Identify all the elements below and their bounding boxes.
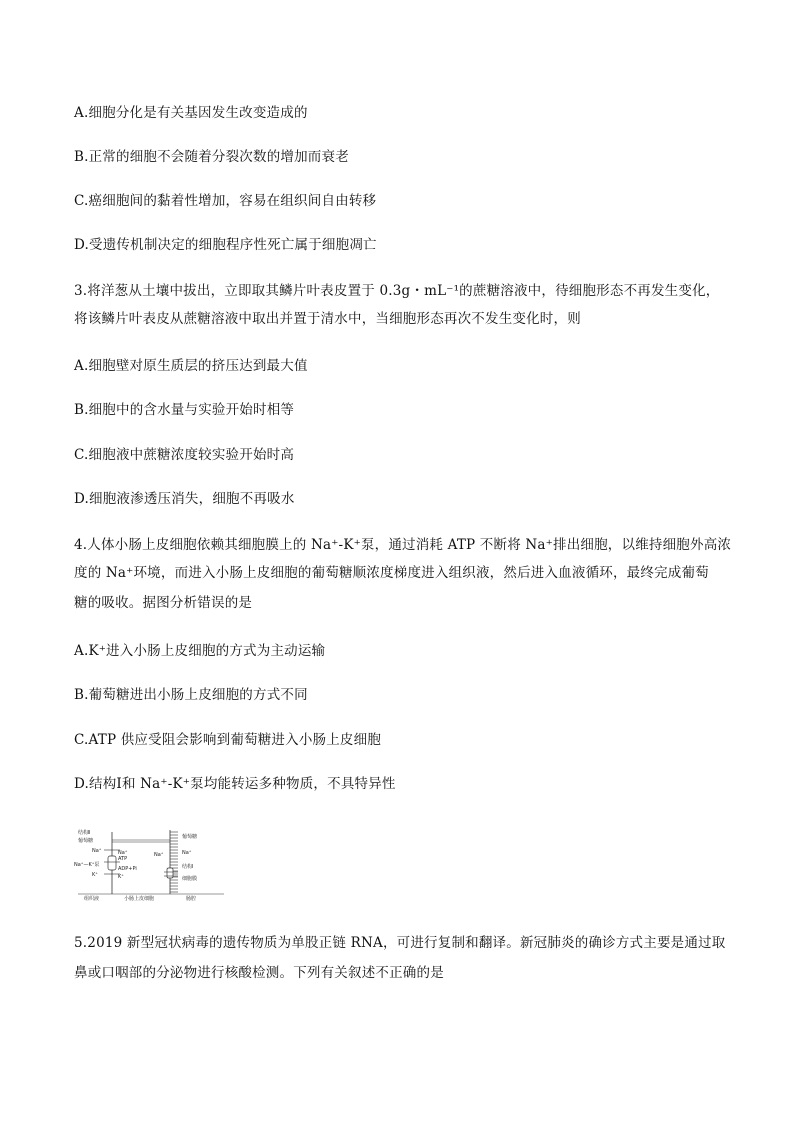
structure-i-transporter-shape (167, 868, 173, 878)
q2-option-a: A.细胞分化是有关基因发生改变造成的 (74, 105, 308, 121)
intestinal-cell-transport-figure (74, 826, 230, 902)
q5-stem-line-1: 5.2019 新型冠状病毒的遗传物质为单股正链 RNA，可进行复制和翻译。新冠肺炎的确诊方式主要是通过取 (74, 935, 726, 951)
q2-option-b: B.正常的细胞不会随着分裂次数的增加而衰老 (74, 149, 349, 165)
q4-option-b: B.葡萄糖进出小肠上皮细胞的方式不同 (74, 687, 308, 703)
q3-option-c: C.细胞液中蔗糖浓度较实验开始时高 (74, 447, 295, 463)
q4-option-a: A.K⁺进入小肠上皮细胞的方式为主动运输 (74, 643, 326, 659)
fig-label-atp: ATP (118, 856, 128, 862)
q4-option-c: C.ATP 供应受阻会影响到葡萄糖进入小肠上皮细胞 (74, 732, 382, 748)
q2-option-d: D.受遗传机制决定的细胞程序性死亡属于细胞凋亡 (74, 237, 377, 253)
fig-label-na-center: Na⁺ (118, 850, 128, 856)
fig-label-cell-membrane: 细胞膜 (182, 876, 198, 882)
na-k-pump-shape (108, 856, 116, 870)
q3-option-b: B.细胞中的含水量与实验开始时相等 (74, 402, 295, 418)
microvilli (170, 832, 178, 892)
fig-label-structure-i: 结构Ⅰ (182, 864, 194, 870)
q4-option-d: D.结构Ⅰ和 Na⁺-K⁺泵均能转运多种物质，不具特异性 (74, 776, 396, 792)
q4-stem-line-1: 4.人体小肠上皮细胞依赖其细胞膜上的 Na⁺-K⁺泵，通过消耗 ATP 不断将 Na⁺排出细胞，以维持细胞外高浓 (74, 537, 732, 553)
fig-label-structure-ii: 结构Ⅱ (78, 830, 91, 836)
fig-label-intestinal-lumen: 肠腔 (186, 896, 197, 902)
q5-stem-line-2: 鼻或口咽部的分泌物进行核酸检测。下列有关叙述不正确的是 (74, 965, 444, 981)
q3-option-d: D.细胞液渗透压消失，细胞不再吸水 (74, 491, 295, 507)
fig-label-k-left: K⁺ (92, 872, 98, 878)
q3-option-a: A.细胞壁对原生质层的挤压达到最大值 (74, 358, 308, 374)
q3-stem-line-2: 将该鳞片叶表皮从蔗糖溶液中取出并置于清水中，当细胞形态再次不发生变化时，则 (74, 311, 581, 327)
fig-label-glucose-right: 葡萄糖 (182, 834, 198, 840)
fig-label-glucose-left: 葡萄糖 (78, 838, 94, 844)
q3-stem-line-1: 3.将洋葱从土壤中拔出，立即取其鳞片叶表皮置于 0.3g・mL⁻¹的蔗糖溶液中，待细胞形态不再发生变化， (74, 283, 720, 299)
fig-label-na-right: Na⁺ (182, 850, 192, 856)
fig-label-k-center: K⁺ (118, 874, 124, 880)
fig-label-tissue-fluid: 组织液 (84, 896, 100, 902)
q2-option-c: C.癌细胞间的黏着性增加，容易在组织间自由转移 (74, 193, 377, 209)
fig-label-adp-pi: ADP+Pi (118, 866, 137, 872)
q4-stem-line-2: 度的 Na⁺环境，而进入小肠上皮细胞的葡萄糖顺浓度梯度进入组织液，然后进入血液循环，最终完成葡萄 (74, 565, 709, 581)
fig-label-epithelial-cell: 小肠上皮细胞 (124, 896, 155, 902)
fig-label-na-left: Na⁺ (92, 848, 102, 854)
fig-label-na-k-pump: Na⁺—K⁺泵 (74, 862, 100, 868)
fig-label-na-mid: Na⁺ (154, 852, 164, 858)
q4-stem-line-3: 糖的吸收。据图分析错误的是 (74, 595, 253, 611)
